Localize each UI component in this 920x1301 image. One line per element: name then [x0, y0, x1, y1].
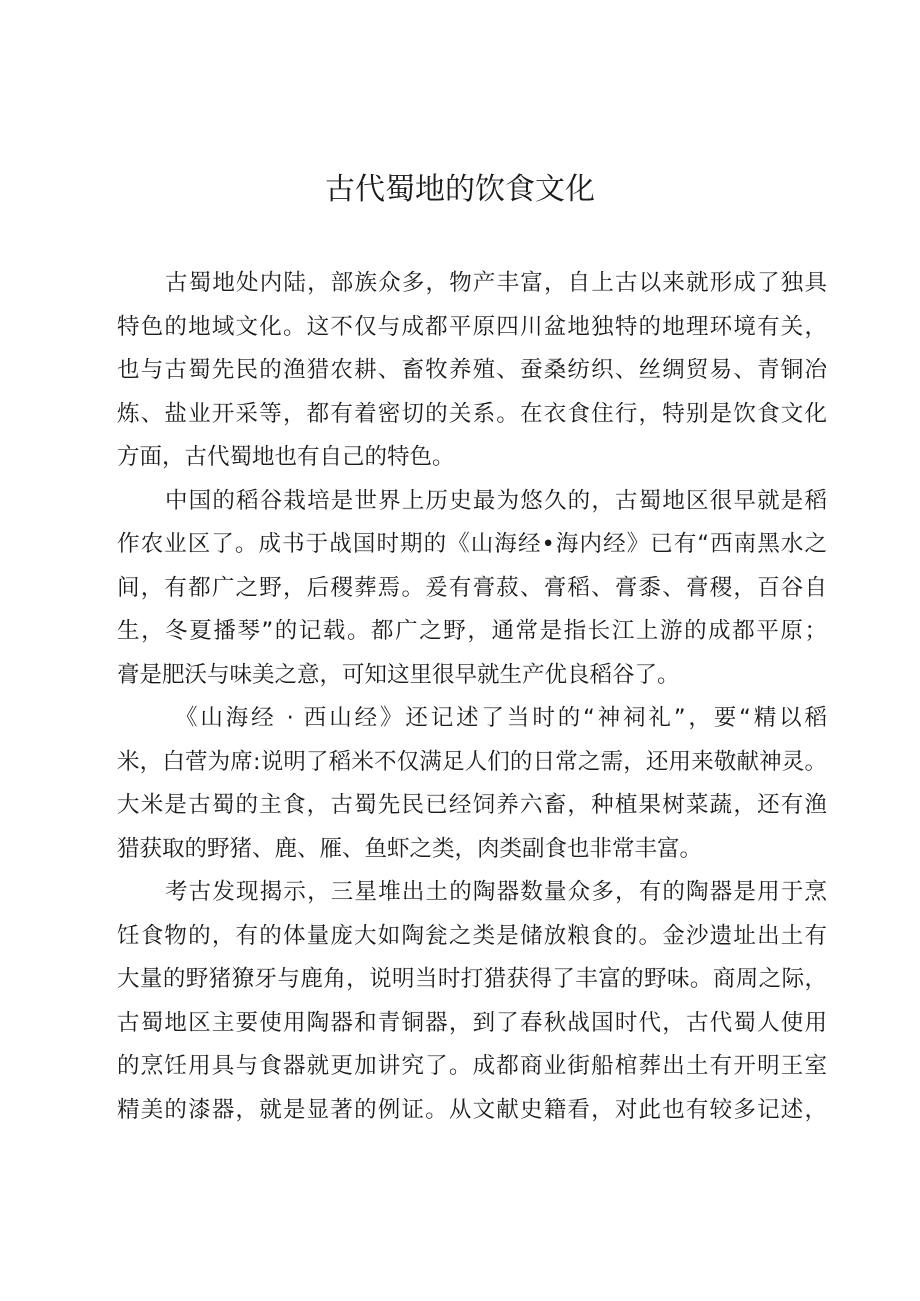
- paragraph-3-line-3: 大米是古蜀的主食，古蜀先民已经饲养六畜，种植果树菜蔬，还有渔: [117, 792, 827, 818]
- document-title: 古代蜀地的饮食文化: [325, 172, 595, 207]
- paragraph-3-line-1: 《山海经 · 西山经》还记述了当时的“神祠礼”，要“精以稻: [175, 705, 827, 731]
- paragraph-4-line-2: 饪食物的，有的体量庞大如陶瓮之类是储放粮食的。金沙遗址出土有: [117, 923, 827, 949]
- paragraph-4-line-3: 大量的野猪獠牙与鹿角，说明当时打猎获得了丰富的野味。商周之际，: [117, 966, 827, 992]
- paragraph-1-line-1: 古蜀地处内陆，部族众多，物产丰富，自上古以来就形成了独具: [165, 270, 827, 296]
- paragraph-1-line-4: 炼、盐业开采等，都有着密切的关系。在衣食住行，特别是饮食文化: [117, 401, 827, 427]
- paragraph-2-line-5: 膏是肥沃与味美之意，可知这里很早就生产优良稻谷了。: [117, 662, 680, 688]
- paragraph-4-line-6: 精美的漆器，就是显著的例证。从文献史籍看，对此也有较多记述，: [117, 1097, 827, 1123]
- paragraph-4-line-5: 的烹饪用具与食器就更加讲究了。成都商业街船棺葬出土有开明王室: [117, 1053, 827, 1079]
- paragraph-2-line-1: 中国的稻谷栽培是世界上历史最为悠久的，古蜀地区很早就是稻: [165, 488, 827, 514]
- paragraph-3-line-2: 米，白菅为席:说明了稻米不仅满足人们的日常之需，还用来敬献神灵。: [117, 749, 827, 775]
- paragraph-2-line-3: 间，有都广之野，后稷葬焉。爰有膏菽、膏稻、膏黍、膏稷，百谷自: [117, 575, 827, 601]
- paragraph-4-line-4: 古蜀地区主要使用陶器和青铜器，到了春秋战国时代，古代蜀人使用: [117, 1010, 827, 1036]
- paragraph-2-line-4: 生，冬夏播琴”的记载。都广之野，通常是指长江上游的成都平原；: [117, 618, 827, 644]
- paragraph-4-line-1: 考古发现揭示，三星堆出土的陶器数量众多，有的陶器是用于烹: [165, 879, 827, 905]
- paragraph-2-line-2: 作农业区了。成书于战国时期的《山海经•海内经》已有“西南黑水之: [117, 531, 827, 557]
- paragraph-3-line-4: 猎获取的野猪、鹿、雁、鱼虾之类，肉类副食也非常丰富。: [117, 836, 703, 862]
- paragraph-1-line-5: 方面，古代蜀地也有自己的特色。: [117, 444, 455, 470]
- paragraph-1-line-3: 也与古蜀先民的渔猎农耕、畜牧养殖、蚕桑纺织、丝绸贸易、青铜冶: [117, 357, 827, 383]
- paragraph-1-line-2: 特色的地域文化。这不仅与成都平原四川盆地独特的地理环境有关，: [117, 314, 827, 340]
